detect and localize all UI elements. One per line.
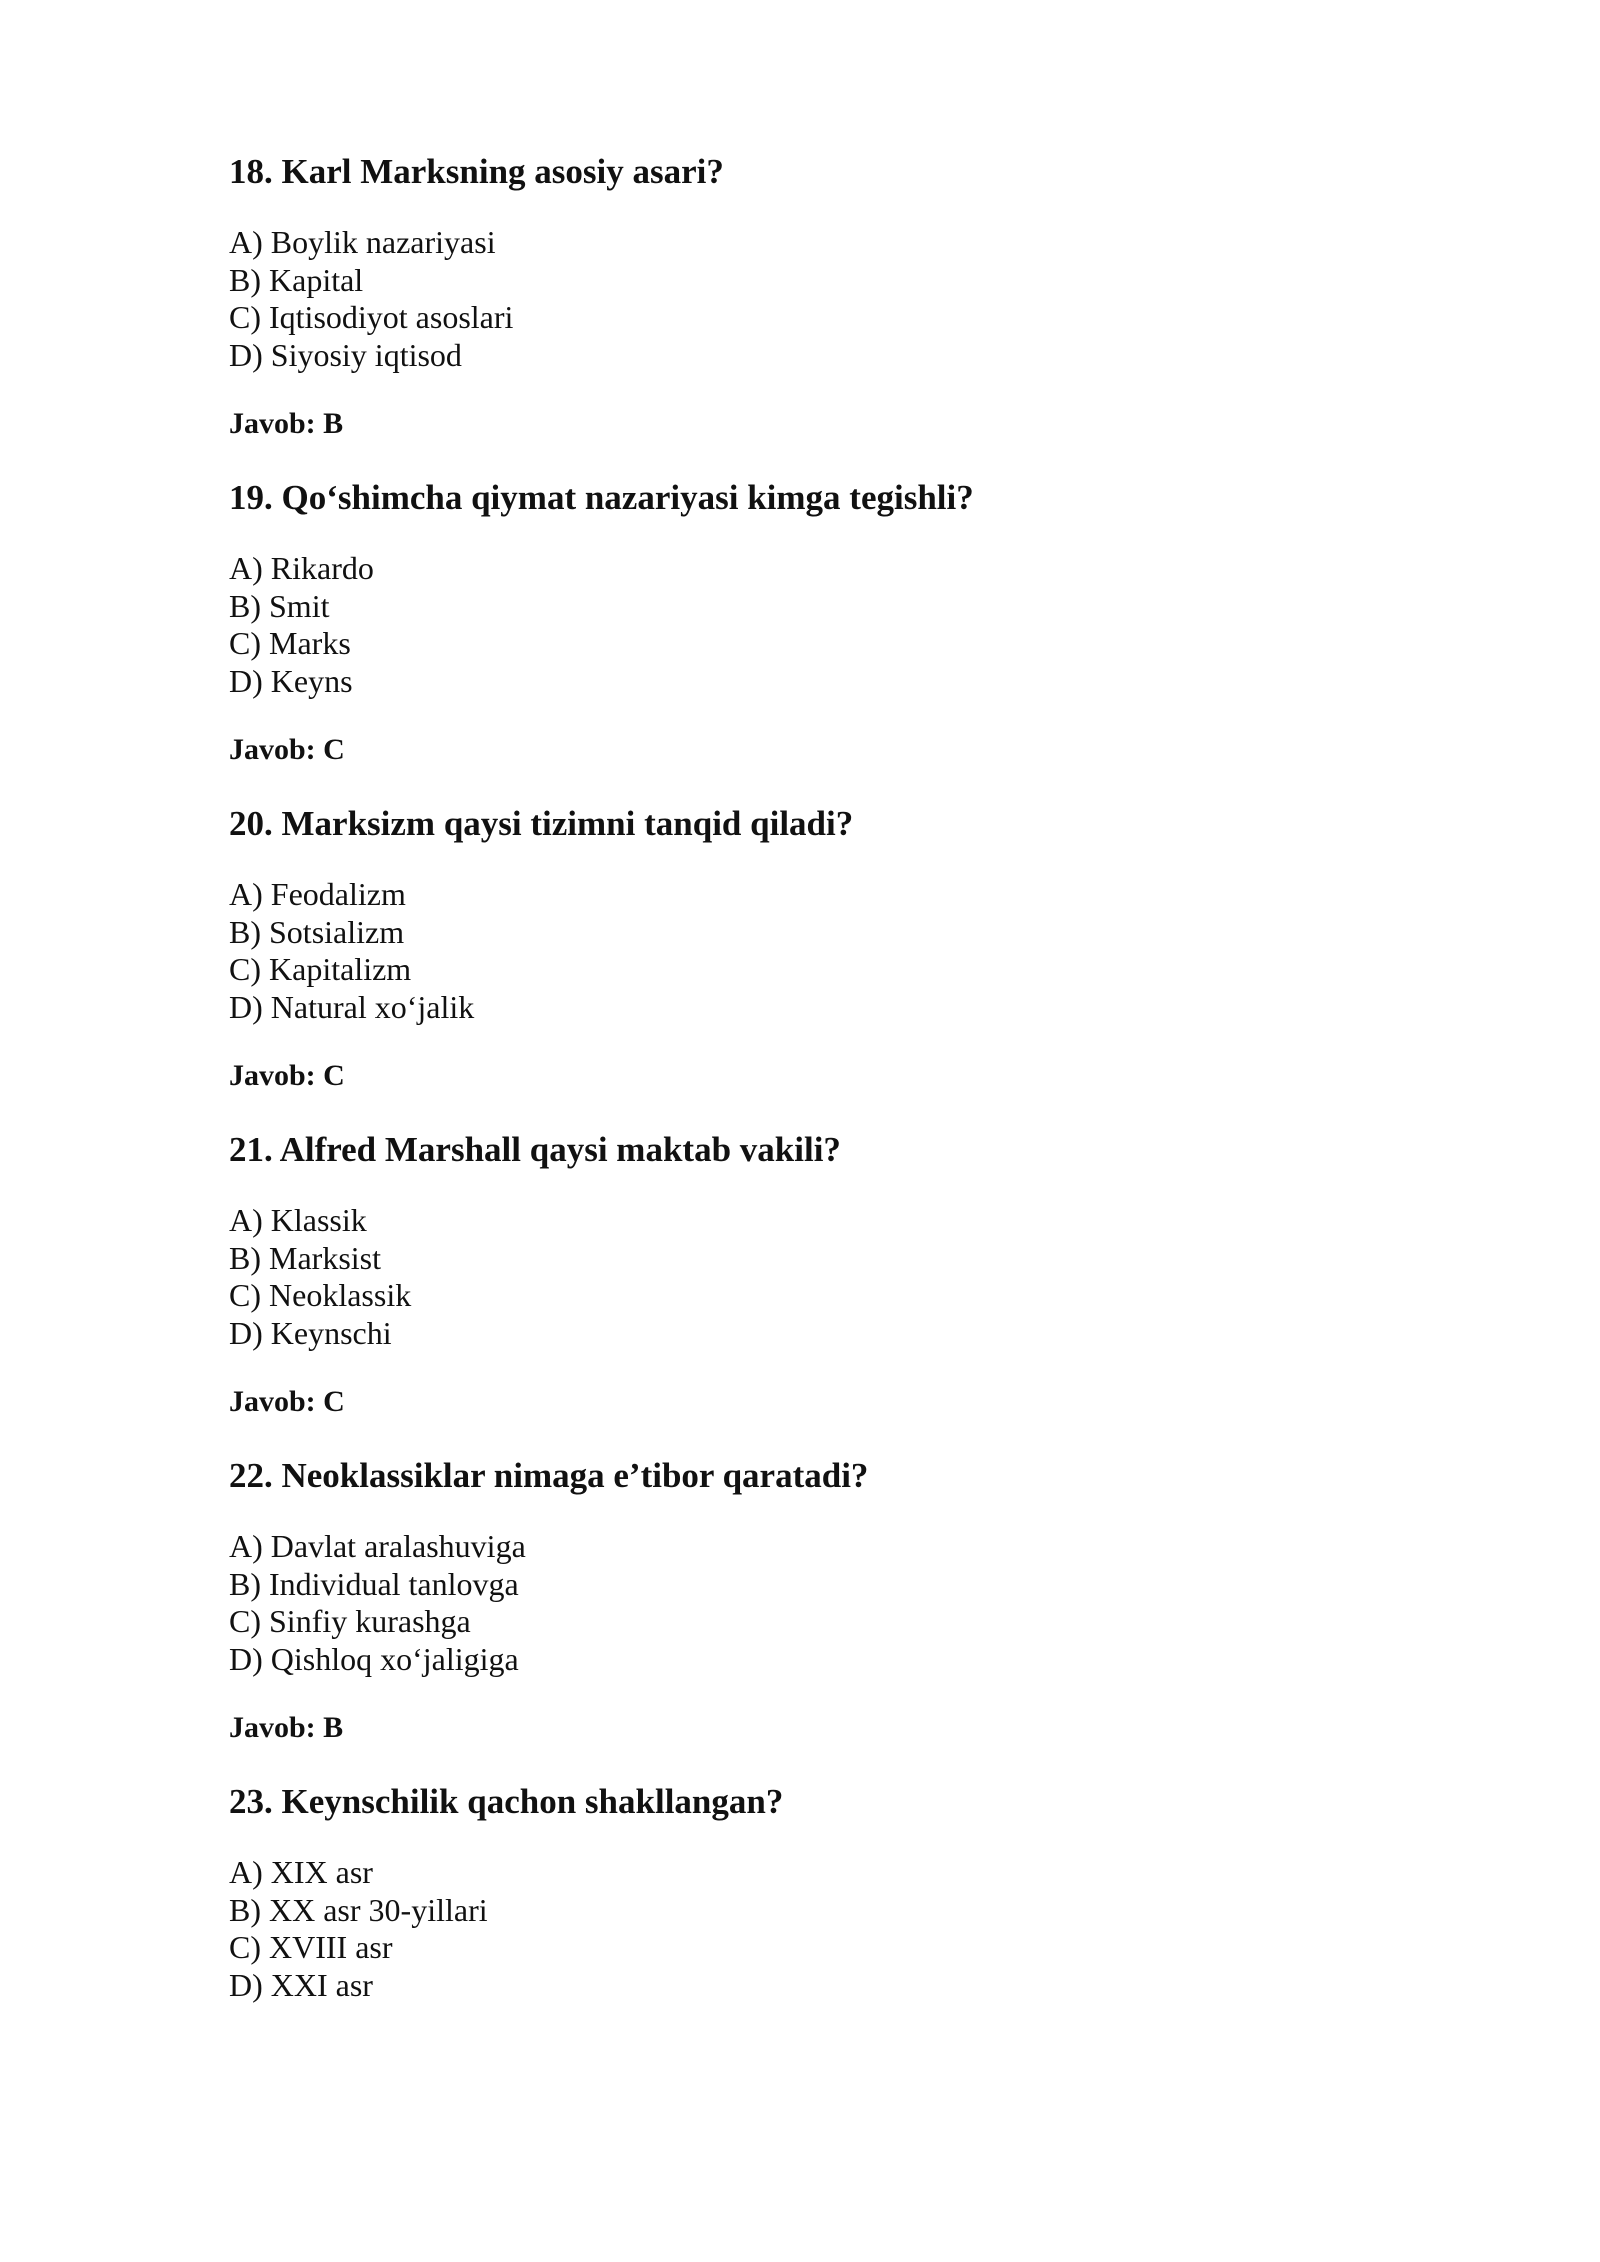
question-20 (229, 800, 1600, 1100)
option-d: D) Qishloq xo‘jaligiga (229, 1640, 519, 1677)
option-a: A) Feodalizm (229, 876, 406, 912)
option-d: D) Keynschi (229, 1314, 392, 1351)
option-list (229, 876, 1600, 1026)
option-c: C) Sinfiy kurashga (229, 1603, 471, 1639)
answer-line: Javob: B (229, 1711, 344, 1744)
option-a: A) Davlat aralashuviga (229, 1528, 526, 1564)
option-c: C) Iqtisodiyot asoslari (229, 299, 514, 335)
answer-line: Javob: C (229, 1385, 345, 1418)
option-b: B) Individual tanlovga (229, 1565, 519, 1602)
option-list (229, 224, 1600, 374)
answer-line: Javob: C (229, 733, 345, 766)
option-a: A) Rikardo (229, 550, 374, 586)
option-list (229, 1528, 1600, 1678)
option-a: A) Klassik (229, 1202, 367, 1238)
option-b: B) Marksist (229, 1239, 381, 1276)
answer-line: Javob: C (229, 1059, 345, 1092)
question-title: 18. Karl Marksning asosiy asari? (229, 152, 724, 191)
question-title: 22. Neoklassiklar nimaga e’tibor qaratadi? (229, 1456, 869, 1495)
option-list (229, 1854, 1600, 2004)
question-22 (229, 1452, 1600, 1752)
option-c: C) Marks (229, 625, 351, 661)
answer-line: Javob: B (229, 407, 344, 440)
question-18 (229, 148, 1600, 448)
question-19 (229, 474, 1600, 774)
question-title: 23. Keynschilik qachon shakllangan? (229, 1782, 784, 1821)
question-21 (229, 1126, 1600, 1426)
question-title: 20. Marksizm qaysi tizimni tanqid qiladi? (229, 804, 854, 843)
option-d: D) Keyns (229, 662, 353, 699)
option-d: D) Siyosiy iqtisod (229, 336, 462, 373)
option-c: C) XVIII asr (229, 1929, 393, 1965)
option-b: B) XX asr 30-yillari (229, 1891, 488, 1928)
question-23 (229, 1778, 1600, 2004)
option-a: A) XIX asr (229, 1854, 373, 1890)
question-title: 21. Alfred Marshall qaysi maktab vakili? (229, 1130, 841, 1169)
option-b: B) Sotsializm (229, 913, 405, 950)
option-b: B) Smit (229, 587, 330, 624)
option-c: C) Neoklassik (229, 1277, 412, 1313)
option-d: D) Natural xo‘jalik (229, 988, 475, 1025)
option-b: B) Kapital (229, 261, 364, 298)
option-a: A) Boylik nazariyasi (229, 224, 496, 260)
option-list (229, 550, 1600, 700)
option-c: C) Kapitalizm (229, 951, 412, 987)
option-list (229, 1202, 1600, 1352)
question-title: 19. Qo‘shimcha qiymat nazariyasi kimga tegishli? (229, 478, 974, 517)
option-d: D) XXI asr (229, 1966, 373, 2003)
